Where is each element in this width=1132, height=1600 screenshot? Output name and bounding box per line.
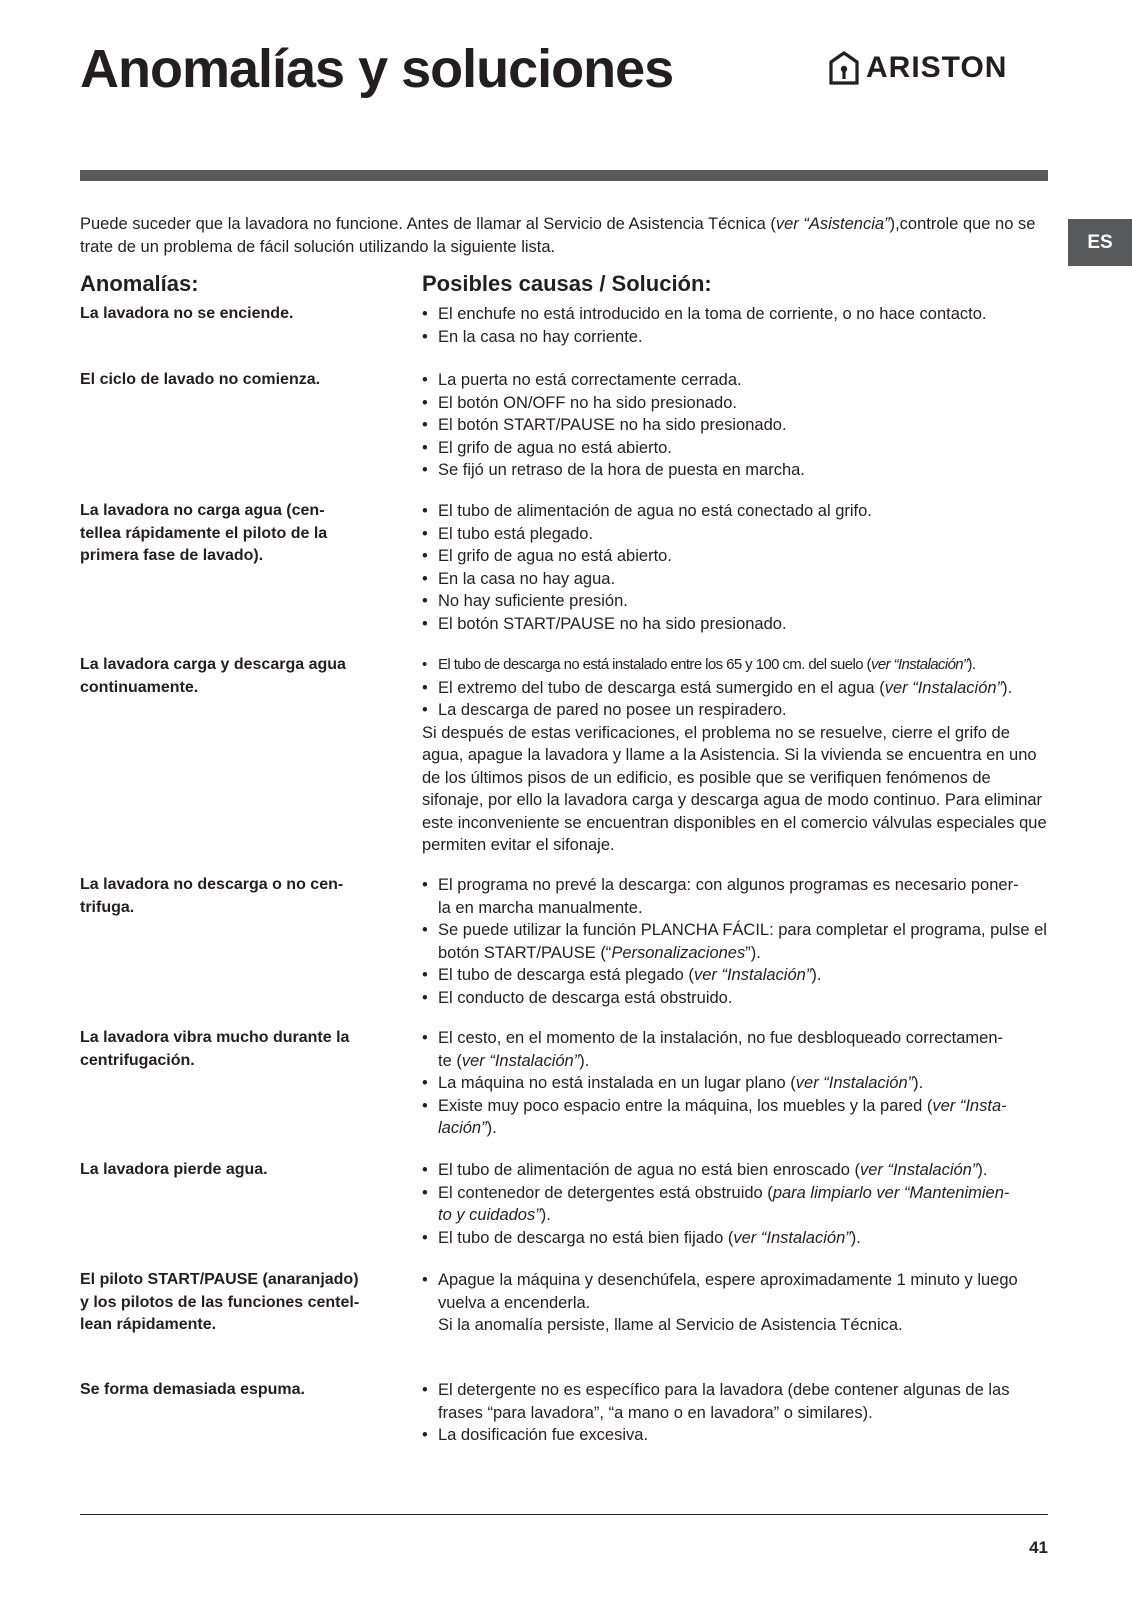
causes-list	[422, 500, 1048, 635]
cause-item: • El botón START/PAUSE no ha sido presionado.	[422, 613, 1048, 636]
anomaly-label: La lavadora no descarga o no cen- trifuga.	[80, 876, 344, 916]
causes-list	[422, 1269, 1048, 1337]
causes-list	[422, 303, 1048, 348]
cause-note: Si la anomalía persiste, llame al Servicio de Asistencia Técnica.	[438, 1316, 903, 1334]
causes-column-header: Posibles causas / Solución:	[422, 271, 712, 296]
brand-name: ARISTON	[866, 51, 1008, 84]
cause-item: • En la casa no hay corriente.	[422, 326, 1048, 349]
cause-item: • El botón START/PAUSE no ha sido presionado.	[422, 414, 1048, 437]
causes-list	[422, 874, 1048, 1009]
brand-logo	[828, 50, 1007, 86]
cause-item: • El tubo está plegado.	[422, 523, 1048, 546]
anomaly-label: Se forma demasiada espuma.	[80, 1381, 305, 1398]
cause-item: • El tubo de alimentación de agua no está conectado al grifo.	[422, 500, 1048, 523]
cause-item: • Apague la máquina y desenchúfela, espere aproximadamente 1 minuto y luego vuelva a encenderla.	[422, 1269, 1048, 1314]
cause-item: • El grifo de agua no está abierto.	[422, 437, 1048, 460]
cause-item: • La descarga de pared no posee un respiradero.	[422, 699, 1048, 722]
cause-item: • El grifo de agua no está abierto.	[422, 545, 1048, 568]
cause-item: • El cesto, en el momento de la instalación, no fue desbloqueado correctamen- te (ver “Instalación”).	[422, 1027, 1048, 1072]
cause-item: • Se fijó un retraso de la hora de puesta en marcha.	[422, 459, 1048, 482]
cause-item: • La máquina no está instalada en un lugar plano (ver “Instalación”).	[422, 1072, 1048, 1095]
cause-item: • El tubo de descarga no está bien fijado (ver “Instalación”).	[422, 1227, 1048, 1250]
page-title: Anomalías y soluciones	[80, 39, 674, 99]
causes-list	[422, 1379, 1048, 1447]
cause-item: • El detergente no es específico para la lavadora (debe contener algunas de las frases “para lavadora”, “a mano o en lavadora” o similares).	[422, 1379, 1048, 1424]
causes-list	[422, 1027, 1048, 1140]
cause-item: • El tubo de descarga no está instalado entre los 65 y 100 cm. del suelo (ver “Instalación”).	[422, 654, 1048, 677]
anomaly-label: La lavadora no carga agua (cen- tellea rápidamente el piloto de la primera fase de lavado).	[80, 502, 328, 564]
cause-item: • El tubo de descarga está plegado (ver “Instalación”).	[422, 964, 1048, 987]
causes-list	[422, 369, 1048, 482]
anomaly-label: El ciclo de lavado no comienza.	[80, 371, 321, 388]
cause-item: • El botón ON/OFF no ha sido presionado.	[422, 392, 1048, 415]
cause-item: • Se puede utilizar la función PLANCHA FÁCIL: para completar el programa, pulse el botón START/PAUSE (“Personalizaciones”).	[422, 919, 1048, 964]
intro-paragraph: Puede suceder que la lavadora no funcione. Antes de llamar al Servicio de Asistencia Técnica (ver “Asistencia”),controle que no se trate de un problema de fácil solución utilizando la siguiente lista.	[80, 215, 1036, 256]
anomaly-label: El piloto START/PAUSE (anaranjado) y los pilotos de las funciones centel- lean rápidamente.	[80, 1271, 360, 1333]
house-logo-icon	[828, 50, 860, 86]
anomaly-label: La lavadora vibra mucho durante la centrifugación.	[80, 1029, 350, 1069]
footer-divider	[80, 1514, 1048, 1515]
cause-item: • No hay suficiente presión.	[422, 590, 1048, 613]
cause-item: • Existe muy poco espacio entre la máquina, los muebles y la pared (ver “Insta- lación”).	[422, 1095, 1048, 1140]
anomaly-label: La lavadora no se enciende.	[80, 305, 294, 322]
cause-item: • El tubo de alimentación de agua no está bien enroscado (ver “Instalación”).	[422, 1159, 1048, 1182]
cause-item: • La dosificación fue excesiva.	[422, 1424, 1048, 1447]
language-tab: ES	[1068, 219, 1132, 266]
cause-item: • El enchufe no está introducido en la toma de corriente, o no hace contacto.	[422, 303, 1048, 326]
anomalies-column-header: Anomalías:	[80, 271, 199, 296]
cause-item: • El extremo del tubo de descarga está sumergido en el agua (ver “Instalación”).	[422, 677, 1048, 700]
causes-list	[422, 654, 1048, 857]
cause-item: • El programa no prevé la descarga: con algunos programas es necesario poner- la en marcha manualmente.	[422, 874, 1048, 919]
causes-list	[422, 1159, 1048, 1249]
cause-note: Si después de estas verificaciones, el problema no se resuelve, cierre el grifo de agua, apague la lavadora y llame a la Asistencia. Si la vivienda se encuentra en uno de los últimos pisos de un edificio, es posible que se verifiquen fenómenos de sifonaje, por ello la lavadora carga y descarga agua de modo continuo. Para eliminar este inconveniente se encuentran disponibles en el comercio válvulas especiales que permiten evitar el sifonaje.	[422, 723, 1047, 854]
anomaly-label: La lavadora carga y descarga agua continuamente.	[80, 656, 346, 696]
cause-item: • La puerta no está correctamente cerrada.	[422, 369, 1048, 392]
anomaly-label: La lavadora pierde agua.	[80, 1161, 268, 1178]
cause-item: • El conducto de descarga está obstruido.	[422, 987, 1048, 1010]
cause-item: • El contenedor de detergentes está obstruido (para limpiarlo ver “Mantenimien- to y cuidados”).	[422, 1182, 1048, 1227]
cause-item: • En la casa no hay agua.	[422, 568, 1048, 591]
page-number: 41	[1029, 1538, 1048, 1557]
header-divider	[80, 170, 1048, 181]
